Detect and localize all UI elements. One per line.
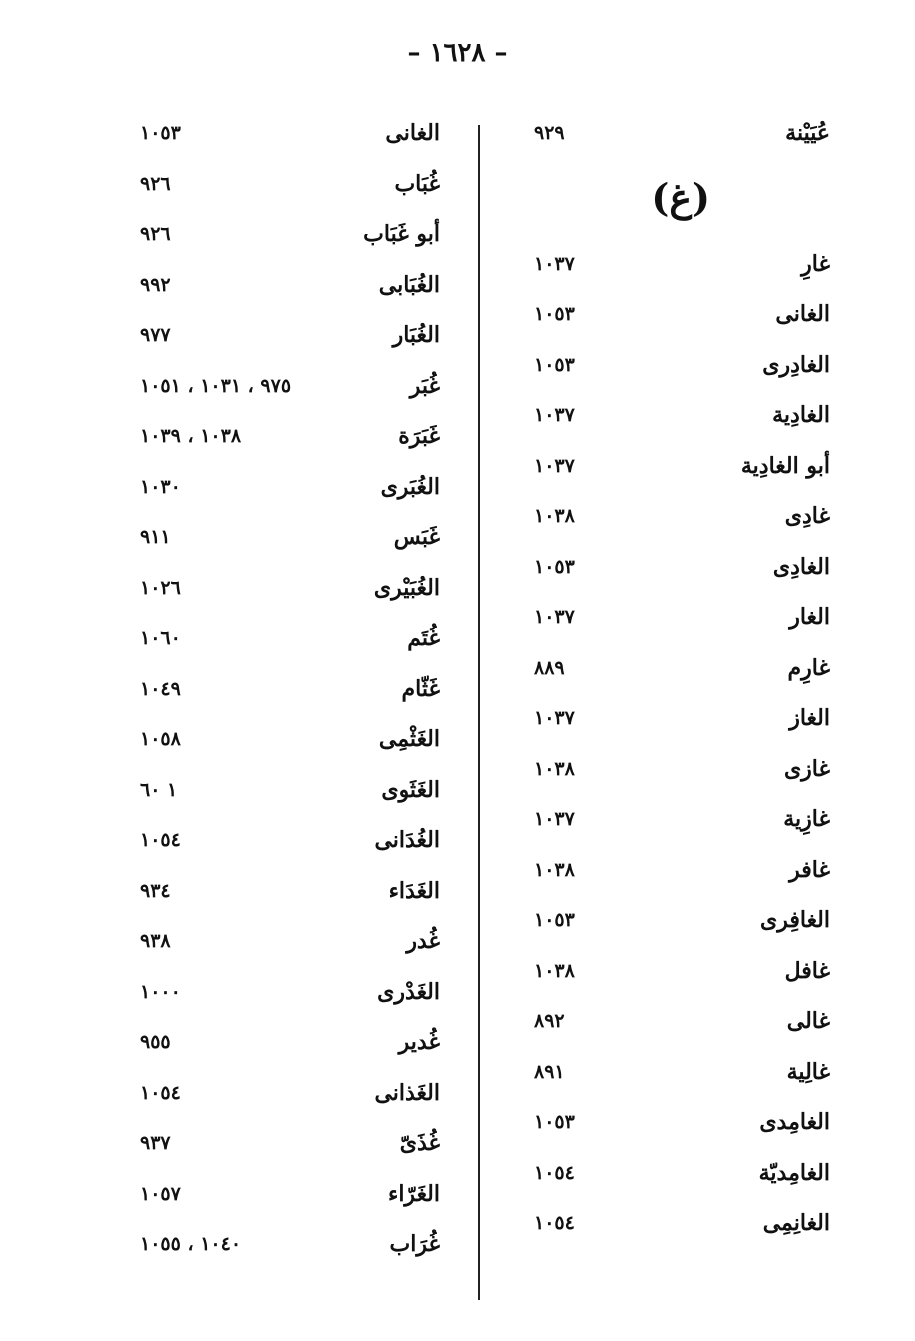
entry-pages: ١٠٣٨ [534, 757, 575, 780]
entry-name: غافر [789, 856, 830, 883]
index-entry [520, 647, 830, 698]
entry-name: غافل [784, 957, 830, 984]
entry-pages: ١٠٣٧ [534, 404, 575, 426]
entry-pages: ١٠٥٣ [534, 909, 575, 931]
index-entry [520, 112, 830, 163]
entry-pages: ٨٨٩ [534, 656, 565, 679]
entry-pages: ١٠٣٧ [534, 454, 575, 477]
index-entry [140, 213, 440, 264]
entry-pages: ١٠٥٣ [534, 303, 575, 325]
entry-pages: ١٠٥٤ [534, 1161, 575, 1184]
index-column-left [140, 112, 440, 1274]
index-entry [520, 293, 830, 344]
entry-name: الغار [789, 604, 830, 630]
entry-name: الغُبَابى [378, 271, 440, 298]
entry-pages: ١٠٣٧ [534, 606, 575, 628]
index-entry [140, 718, 440, 769]
entry-name: غازى [783, 755, 830, 782]
entry-name: الغُبَرى [380, 473, 440, 500]
entry-pages: ١٠٦٠ [140, 627, 181, 649]
entry-pages: ٩٣٨ [140, 930, 171, 952]
entry-pages: ١٠٥٣ [534, 353, 575, 376]
index-entry [520, 546, 830, 597]
entry-pages: ١ ٦٠ [140, 778, 178, 801]
entry-name: غارِ [801, 250, 830, 277]
entry-pages: ١٠٣٨ [534, 959, 575, 982]
entry-name: غَثّام [401, 675, 440, 702]
entry-name: غَبَرَة [398, 423, 440, 449]
entry-name: غُدر [406, 928, 440, 954]
index-entry [140, 1122, 440, 1173]
entry-pages: ٩٣٤ [140, 879, 171, 902]
entry-pages: ١٠٤٠ ، ١٠٥٥ [140, 1233, 242, 1255]
entry-pages: ٩٧٧ [140, 324, 171, 346]
entry-name: الغَثَوى [381, 776, 440, 803]
index-entry [520, 697, 830, 748]
entry-name: غُبَاب [394, 170, 440, 197]
index-entry [520, 344, 830, 395]
index-entry [520, 1000, 830, 1051]
index-entry [140, 415, 440, 466]
index-entry [140, 1072, 440, 1123]
entry-pages: ١٠٣٨ [534, 505, 575, 527]
entry-pages: ١٠٤٩ [140, 677, 181, 700]
entry-pages: ٩١١ [140, 526, 171, 548]
index-entry [140, 668, 440, 719]
entry-name: غازِية [783, 806, 830, 832]
entry-name: الغَثْمِى [378, 726, 440, 752]
entry-name: غالِية [786, 1058, 830, 1085]
entry-name: غادِى [784, 503, 830, 529]
entry-pages: ١٠٥٧ [140, 1182, 181, 1205]
entry-name: الغانى [385, 120, 440, 146]
index-entry [140, 516, 440, 567]
index-entry [140, 971, 440, 1022]
entry-name: غُذَىّ [399, 1130, 440, 1156]
right-entry-list [520, 243, 830, 1253]
entry-pages: ٩٢٦ [140, 172, 171, 195]
left-entry-list [140, 112, 440, 1274]
entry-name: الغادِرى [762, 351, 830, 378]
index-entry [140, 1223, 440, 1274]
entry-name: غالى [786, 1008, 830, 1034]
index-entry [140, 314, 440, 365]
index-entry [140, 112, 440, 163]
index-entry [520, 394, 830, 445]
entry-name: غُبَر [409, 372, 440, 399]
entry-name: الغافِرى [759, 907, 830, 933]
index-entry [520, 1202, 830, 1253]
entry-pages: ١٠٣٨ [534, 858, 575, 881]
entry-pages: ٩٢٦ [140, 223, 171, 245]
entry-pages: ١٠٣٠ [140, 475, 181, 498]
page-number: – ١٦٢٨ – [407, 38, 508, 68]
entry-pages: ١٠٥٤ [140, 829, 181, 851]
index-entry [520, 798, 830, 849]
entry-name: الغُبَار [392, 322, 440, 348]
entry-name: أبو غَبَاب [363, 221, 440, 247]
entry-pages: ١٠٥٣ [534, 555, 575, 578]
entry-pages: ١٠٥٤ [140, 1081, 181, 1104]
index-entry [520, 1051, 830, 1102]
index-entry [520, 445, 830, 496]
entry-pages: ١٠٥٤ [534, 1212, 575, 1234]
entry-pages: ١٠٣٧ [534, 808, 575, 830]
entry-pages: ١٠٥٨ [140, 728, 181, 750]
entry-name: الغاز [789, 705, 830, 731]
entry-name: الغَذانى [374, 1079, 440, 1106]
entry-name: الغادِى [772, 553, 830, 580]
index-entry [520, 899, 830, 950]
index-entry [140, 1173, 440, 1224]
entry-pages: ١٠٥٣ [140, 122, 181, 144]
entry-pages: ٨٩١ [534, 1060, 565, 1083]
index-entry [520, 1152, 830, 1203]
entry-name: الغانى [775, 301, 830, 327]
entry-name: غارِم [787, 654, 830, 681]
entry-name: الغَدَاء [388, 877, 440, 904]
entry-name: الغَرّاء [387, 1180, 440, 1207]
index-entry [140, 870, 440, 921]
entry-pages: ١٠٢٦ [140, 576, 181, 599]
index-entry [140, 920, 440, 971]
index-entry [140, 466, 440, 517]
index-entry [520, 748, 830, 799]
entry-name: الغُبَيْرى [373, 574, 440, 601]
index-entry [140, 567, 440, 618]
entry-name: الغانِمِى [762, 1210, 830, 1236]
section-heading [520, 163, 830, 243]
entry-pages: ١٠٣٧ [534, 707, 575, 729]
entry-pages: ٨٩٢ [534, 1010, 565, 1032]
entry-name: الغَدْرى [377, 978, 440, 1005]
entry-pages: ٩٢٩ [534, 122, 565, 144]
index-entry [140, 365, 440, 416]
entry-pages: ٩٩٢ [140, 273, 171, 296]
index-entry [520, 950, 830, 1001]
index-entry [140, 163, 440, 214]
entry-pages: ٩٧٥ ، ١٠٣١ ، ١٠٥١ [140, 374, 292, 397]
index-entry [140, 264, 440, 315]
index-entry [140, 769, 440, 820]
entry-pages: ١٠٣٨ ، ١٠٣٩ [140, 425, 242, 447]
section-letter: (غ) [651, 174, 710, 220]
entry-name: غُرَاب [389, 1231, 440, 1257]
entry-name: عُيَيْنة [785, 120, 830, 146]
index-column-right [520, 112, 830, 1253]
entry-name: غُتَم [407, 625, 440, 651]
entry-pages: ١٠٣٧ [534, 252, 575, 275]
entry-name: الغامِديّة [758, 1159, 830, 1186]
entry-pages: ٩٣٧ [140, 1132, 171, 1154]
column-divider [478, 125, 480, 1300]
index-entry [520, 596, 830, 647]
index-entry [520, 243, 830, 294]
index-entry [520, 849, 830, 900]
entry-pages: ١٠٠٠ [140, 980, 181, 1003]
index-entry [140, 617, 440, 668]
entry-name: الغُدَانى [374, 827, 440, 853]
entry-name: غُدير [398, 1029, 440, 1055]
entry-name: الغامِدى [759, 1109, 830, 1135]
entry-pages: ١٠٥٣ [534, 1111, 575, 1133]
index-entry [520, 1101, 830, 1152]
entry-name: غَبَس [393, 524, 440, 550]
entry-pages: ٩٥٥ [140, 1031, 171, 1053]
entry-name: أبو الغادِية [740, 452, 830, 479]
index-entry [140, 1021, 440, 1072]
entry-name: الغادِية [772, 402, 830, 428]
index-entry [520, 495, 830, 546]
index-entry [140, 819, 440, 870]
